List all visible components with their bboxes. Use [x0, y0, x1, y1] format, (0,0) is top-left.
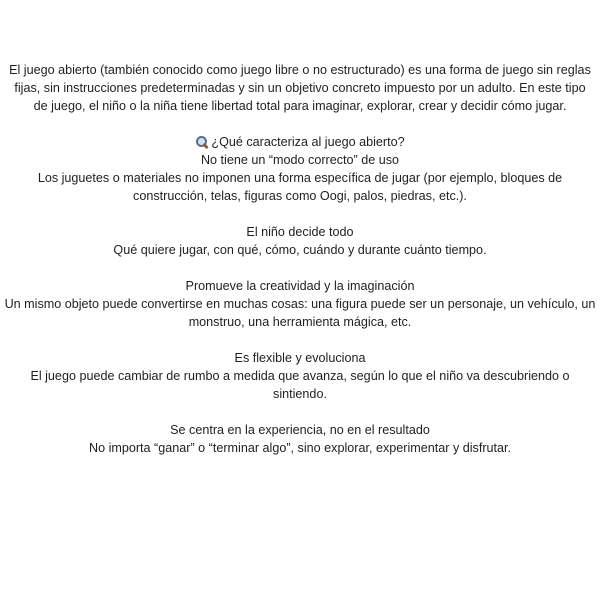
question-heading [0, 133, 600, 151]
section-heading-experiencia: Se centra en la experiencia, no en el resultado [170, 423, 430, 437]
spacer [0, 403, 600, 421]
magnifying-glass-icon [195, 135, 208, 148]
spacer [0, 331, 600, 349]
section-heading-no-modo-correcto: No tiene un “modo correcto” de uso [200, 153, 400, 167]
spacer [0, 205, 600, 223]
section-body-no-modo-correcto: Los juguetes o materiales no imponen una forma específica de jugar (por ejemplo, bloques de construcción, telas, figuras como Oogi, palos, piedras, etc.). [37, 171, 563, 203]
section-body-nino-decide: Qué quiere jugar, con qué, cómo, cuándo y durante cuánto tiempo. [113, 243, 487, 257]
document-body [0, 61, 600, 457]
section-body-flexible: El juego puede cambiar de rumbo a medida que avanza, según lo que el niño va descubriendo o sintiendo. [30, 369, 570, 401]
spacer [0, 259, 600, 277]
section-heading-nino-decide: El niño decide todo [246, 225, 354, 239]
section-body-experiencia: No importa “ganar” o “terminar algo”, sino explorar, experimentar y disfrutar. [88, 441, 512, 455]
spacer [0, 115, 600, 133]
section-heading-flexible: Es flexible y evoluciona [234, 351, 366, 365]
question-text: ¿Qué caracteriza al juego abierto? [211, 135, 405, 149]
section-body-creatividad: Un mismo objeto puede convertirse en muchas cosas: una figura puede ser un personaje, un vehículo, un monstruo, una herramienta mágica, etc. [4, 297, 596, 329]
section-heading-creatividad: Promueve la creatividad y la imaginación [185, 279, 415, 293]
intro-paragraph: El juego abierto (también conocido como juego libre o no estructurado) es una forma de juego sin reglas fijas, sin instrucciones predeterminadas y sin un objetivo concreto impuesto por un adulto. En este tipo de juego, el niño o la niña tiene libertad total para imaginar, explorar, crear y decidir cómo jugar. [9, 63, 591, 113]
